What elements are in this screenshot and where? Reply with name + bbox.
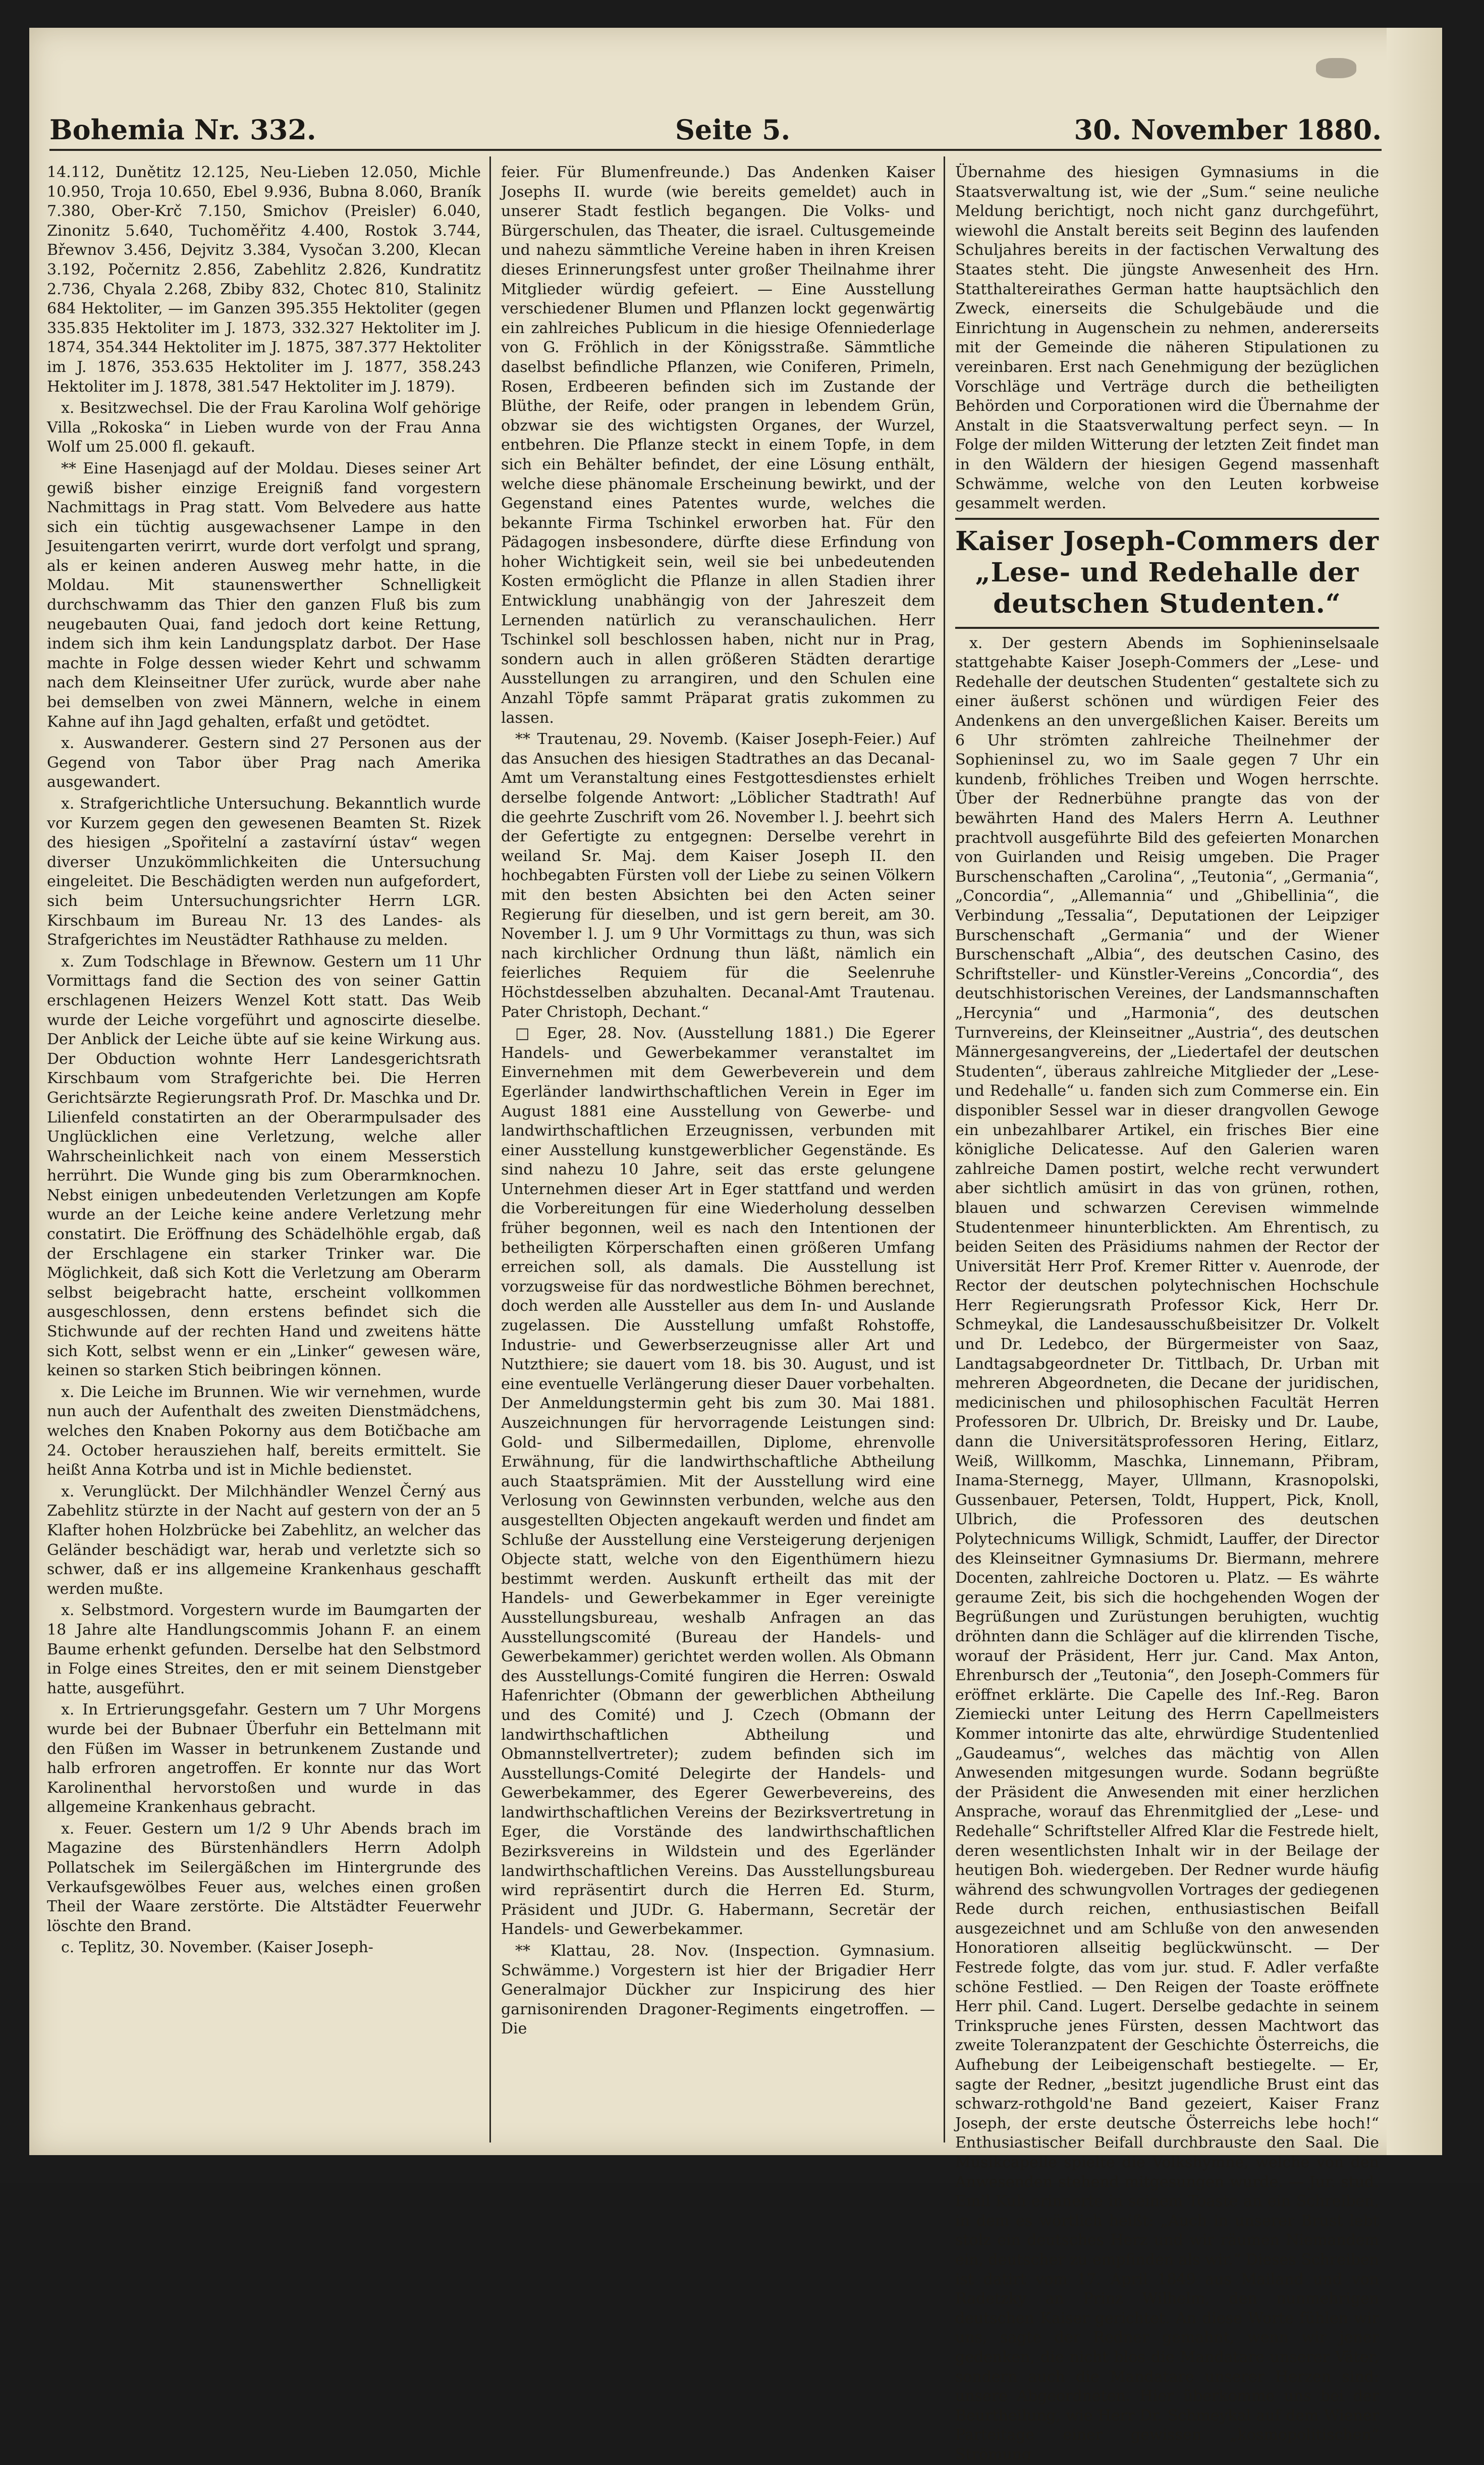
article-paragraph: ** Eine Hasenjagd auf der Moldau. Dieses seiner Art gewiß bisher einzige Ereigniß fand vorgestern Nachmittags in Prag statt. Vom Belvedere aus hatte sich ein tüchtig ausgewachsener Lampe in den Jesuitengarten verirrt, wurde dort verfolgt und sprang, als er keinen anderen Ausweg mehr hatte, in die Moldau. Mit staunenswerther Schnelligkeit durchschwamm das Thier den ganzen Fluß bis zum neugebauten Quai, fand jedoch dort keine Rettung, indem sich ihm kein Landungsplatz darbot. Der Hase machte in Folge dessen wieder Kehrt und schwamm nach dem Kleinseitner Ufer zurück, wurde aber nahe bei demselben von zwei Männern, welche in einem Kahne auf ihn Jagd gehalten, erfaßt und getödtet. <box>47 459 481 731</box>
article-paragraph: 14.112, Dunětitz 12.125, Neu-Lieben 12.050, Michle 10.950, Troja 10.650, Ebel 9.936, Bubna 8.060, Braník 7.380, Ober-Krč 7.150, Smichov (Preisler) 6.040, Zinonitz 5.640, Tuchoměřitz 4.400, Rostok 3.744, Břewnov 3.456, Dejvitz 3.384, Vysočan 3.200, Klecan 3.192, Počernitz 2.856, Zabehlitz 2.826, Kundratitz 2.736, Chyala 2.268, Zbiby 832, Chotec 810, Stalinitz 684 Hektoliter, — im Ganzen 395.355 Hektoliter (gegen 335.835 Hektoliter im J. 1873, 332.327 Hektoliter im J. 1874, 354.344 Hektoliter im J. 1875, 387.377 Hektoliter im J. 1876, 353.635 Hektoliter im J. 1877, 358.243 Hektoliter im J. 1878, 381.547 Hektoliter im J. 1879). <box>47 164 481 396</box>
article-paragraph: x. Die Leiche im Brunnen. Wie wir vernehmen, wurde nun auch der Aufenthalt des zweiten Dienstmädchens, welches den Knaben Pokorny aus dem Botičbache am 24. October herausziehen half, bereits ermittelt. Sie heißt Anna Kotrba und ist in Michle bedienstet. <box>47 1383 481 1479</box>
column-rule-2 <box>944 156 945 2142</box>
article-paragraph: x. Besitzwechsel. Die der Frau Karolina Wolf gehörige Villa „Rokoska“ in Lieben wurde von der Frau Anna Wolf um 25.000 fl. gekauft. <box>47 399 481 456</box>
article-paragraph: feier. Für Blumenfreunde.) Das Andenken Kaiser Josephs II. wurde (wie bereits gemeldet) auch in unserer Stadt festlich begangen. Die Volks- und Bürgerschulen, das Theater, die israel. Cultusgemeinde und nahezu sämmtliche Vereine haben in ihren Kreisen dieses Erinnerungsfest unter großer Theilnahme ihrer Mitglieder würdig gefeiert. — Eine Ausstellung verschiedener Blumen und Pflanzen lockt gegenwärtig ein zahlreiches Publicum in die hiesige Ofenniederlage von G. Fröhlich in der Königsstraße. Sämmtliche daselbst befindliche Pflanzen, wie Coniferen, Primeln, Rosen, Erdbeeren befinden sich im Zustande der Blüthe, der Reife, oder prangen in lebendem Grün, obzwar sie des wichtigsten Organes, der Wurzel, entbehren. Die Pflanze steckt in einem Topfe, in dem sich ein Behälter befindet, der eine Lösung enthält, welche diese phänomale Erscheinung bewirkt, und der Gegenstand eines Patentes wurde, welches die bekannte Firma Tschinkel erworben hat. Für den Pädagogen insbesondere, dürfte diese Erfindung von hoher Wichtigkeit sein, weil sie bei unbedeutenden Kosten ermöglicht die Pflanze in allen Stadien ihrer Entwicklung unabhängig von der Jahreszeit dem Lernenden natürlich zu veranschaulichen. Herr Tschinkel soll beschlossen haben, nicht nur in Prag, sondern auch in allen größeren Städten derartige Ausstellungen zu arrangiren, und den Schulen eine Anzahl Töpfe sammt Präparat gratis zukommen zu lassen. <box>501 164 935 727</box>
page-edge <box>1387 28 1442 2155</box>
article-paragraph: x. Zum Todschlage in Břewnow. Gestern um 11 Uhr Vormittags fand die Section des von seiner Gattin erschlagenen Heizers Wenzel Kott statt. Das Weib wurde der Leiche vorgeführt und agnoscirte dieselbe. Der Anblick der Leiche übte auf sie keine Wirkung aus. Der Obduction wohnte Herr Landesgerichtsrath Kirschbaum vom Strafgerichte bei. Die Herren Gerichtsärzte Regierungsrath Prof. Dr. Maschka und Dr. Lilienfeld constatirten an der Oberarmpulsader des Unglücklichen eine Verletzung, welche aller Wahrscheinlichkeit nach von einem Messerstich herrührt. Die Wunde ging bis zum Oberarmknochen. Nebst einigen unbedeutenden Verletzungen am Kopfe wurde an der Leiche keine andere Verletzung mehr constatirt. Die Eröffnung des Schädelhöhle ergab, daß der Erschlagene ein starker Trinker war. Die Möglichkeit, daß sich Kott die Verletzung am Oberarm selbst beigebracht hatte, erscheint vollkommen ausgeschlossen, denn erstens befindet sich die Stichwunde auf der rechten Hand und zweitens hätte sich Kott, selbst wenn er ein „Linker“ gewesen wäre, keinen so starken Stich beibringen können. <box>47 952 481 1380</box>
header-page-number: Seite 5. <box>675 114 791 146</box>
page-header <box>49 93 1382 151</box>
article-paragraph: x. Der gestern Abends im Sophieninselsaale stattgehabte Kaiser Joseph-Commers der „Lese- und Redehalle der deutschen Studenten“ gestaltete sich zu einer äußerst schönen und würdigen Feier des Andenkens an den unvergeßlichen Kaiser. Bereits um 6 Uhr strömten zahlreiche Theilnehmer der Sophieninsel zu, wo im Saale gegen 7 Uhr ein kundenb, fröhliches Treiben und Wogen herrschte. Über der Rednerbühne prangte das von der bewährten Hand des Malers Herrn A. Leuthner prachtvoll ausgeführte Bild des gefeierten Monarchen von Guirlanden und Reisig umgeben. Die Prager Burschenschaften „Carolina“, „Teutonia“, „Germania“, „Concordia“, „Allemannia“ und „Ghibellinia“, die Verbindung „Tessalia“, Deputationen der Leipziger Burschenschaft „Germania“ und der Wiener Burschenschaft „Albia“, des deutschen Casino, des Schriftsteller- und Künstler-Vereins „Concordia“, des deutschhistorischen Vereines, der Landsmannschaften „Hercynia“ und „Harmonia“, des deutschen Turnvereins, der Kleinseitner „Austria“, des deutschen Männergesangvereins, der „Liedertafel der deutschen Studenten“, überaus zahlreiche Mitglieder der „Lese- und Redehalle“ u. fanden sich zum Commerse ein. Ein disponibler Sessel war in dieser drangvollen Gewoge ein unbezahlbarer Artikel, ein frisches Bier eine königliche Delicatesse. Auf den Galerien waren zahlreiche Damen postirt, welche recht verwundert aber sichtlich amüsirt in das von grünen, rothen, blauen und schwarzen Cerevisen wimmelnde Studentenmeer hinunterblickten. Am Ehrentisch, zu beiden Seiten des Präsidiums nahmen der Rector der Universität Herr Prof. Kremer Ritter v. Auenrode, der Rector der deutschen polytechnischen Hochschule Herr Regierungsrath Professor Kick, Herr Dr. Schmeykal, die Landesausschußbeisitzer Dr. Volkelt und Dr. Ledebco, der Bürgermeister von Saaz, Landtagsabgeordneter Dr. Tittlbach, Dr. Urban mit mehreren Abgeordneten, die Decane der juridischen, medicinischen und philosophischen Facultät Herren Professoren Dr. Ulbrich, Dr. Breisky und Dr. Laube, dann die Universitätsprofessoren Hering, Eitlarz, Weiß, Willkomm, Maschka, Linnemann, Přibram, Inama-Sternegg, Mayer, Ullmann, Krasnopolski, Gussenbauer, Petersen, Toldt, Huppert, Pick, Knoll, Ulbrich, die Professoren des deutschen Polytechnicums Willigk, Schmidt, Lauffer, der Director des Kleinseitner Gymnasiums Dr. Biermann, mehrere Docenten, zahlreiche Doctoren u. Platz. — Es währte geraume Zeit, bis sich die hochgehenden Wogen der Begrüßungen und Zurüstungen beruhigten, wuchtig dröhnten dann die Schläger auf die klirrenden Tische, worauf der Präsident, Herr jur. Cand. Max Anton, Ehrenbursch der „Teutonia“, den Joseph-Commers für eröffnet erklärte. Die Capelle des Inf.-Reg. Baron Ziemiecki unter Leitung des Herrn Capellmeisters Kommer intonirte das alte, ehrwürdige Studentenlied „Gaudeamus“, welches das mächtig von Allen Anwesenden mitgesungen wurde. Sodann begrüßte der Präsident die Anwesenden mit einer herzlichen Ansprache, worauf das Ehrenmitglied der „Lese- und Redehalle“ Schriftsteller Alfred Klar die Festrede hielt, deren wesentlichsten Inhalt wir in der Beilage der heutigen Boh. wiedergeben. Der Redner wurde häufig während des schwungvollen Vortrages der gediegenen Rede durch reichen, enthusiastischen Beifall ausgezeichnet und am Schluße von den anwesenden Honoratioren allseitig beglückwünscht. — Der Festrede folgte, das vom jur. stud. F. Adler verfaßte schöne Festlied. — Den Reigen der Toaste eröffnete Herr phil. Cand. Lugert. Derselbe gedachte in seinem Trinkspruche jenes Fürsten, dessen Machtwort das zweite Toleranzpatent der Geschichte Österreichs, die Aufhebung der Leibeigenschaft bestiegelte. — Er, sagte der Redner, „besitzt jugendliche Brust eint das schwarz-rothgold'ne Band gezeiert, Kaiser Franz Joseph, der erste deutsche Österreichs lebe hoch!“ Enthusiastischer Beifall durchbrauste den Saal. Die Musikcapelle spielte die Volkshymne, welche von den Anwesenden stehend mitgesungen wurde. — Jur. stud. Emil Kuh erinnerte in seinem Toaste an ein Schreiben, in dem es wörtlich heißt: „Auch in unserer Brust lebt stolz ein deutsches Herz und wir räumen Niemandem ein, deutscher zu empfinden als wir.“ Dieses Schreiben ist datirt vom 17. April 1849 aus Mailand und von Radetzky an Prinz Wilhelm, den nunmehrigen deutschen Kaiser gerichtet. An diese Worte fühlen wir uns, sagte der Redner gemahnt, wenn wir jener gedenken, die nicht blos die Mandatare unserer Väter, sondern auch die Mandatare unserer Herzen sind: unsere Abgeordneten. Hier überkomme uns bei der Beurtheilung, wie Herr Dr. Schmeykal auf dem Wiener Parteitage einer gewissen „kosmopolitischen“ Strömung <box>955 634 1379 2463</box>
column-rule-1 <box>489 156 491 2142</box>
section-rule-top <box>955 518 1379 520</box>
article-paragraph: x. Auswanderer. Gestern sind 27 Personen aus der Gegend von Tabor über Prag nach Amerika ausgewandert. <box>47 734 481 791</box>
article-paragraph: c. Teplitz, 30. November. (Kaiser Joseph- <box>61 1939 373 1957</box>
newspaper-page <box>29 28 1442 2463</box>
article-paragraph: x. Verunglückt. Der Milchhändler Wenzel Černý aus Zabehlitz stürzte in der Nacht auf gestern von der an 5 Klafter hohen Holzbrücke bei Zabehlitz, an welcher das Geländer beschädigt war, herab und verletzte sich so schwer, daß er ins allgemeine Krankenhaus geschafft werden mußte. <box>47 1482 481 1598</box>
column-middle <box>501 163 935 2142</box>
header-publication: Bohemia Nr. 332. <box>49 114 316 146</box>
article-paragraph: □ Eger, 28. Nov. (Ausstellung 1881.) Die Egerer Handels- und Gewerbekammer veranstaltet im Einvernehmen mit dem Gewerbeverein und dem Egerländer landwirthschaftlichen Verein in Eger im August 1881 eine Ausstellung von Gewerbe- und landwirthschaftlichen Erzeugnissen, verbunden mit einer Ausstellung kunstgewerblicher Gegenstände. Es sind nahezu 10 Jahre, seit das erste gelungene Unternehmen dieser Art in Eger stattfand und werden die Vorbereitungen für eine Wiederholung desselben früher begonnen, weil es nach den Intentionen der betheiligten Körperschaften einen größeren Umfang erreichen soll, als damals. Die Ausstellung ist vorzugsweise für das nordwestliche Böhmen berechnet, doch werden alle Aussteller aus dem In- und Auslande zugelassen. Die Ausstellung umfaßt Rohstoffe, Industrie- und Gewerbserzeugnisse aller Art und Nutzthiere; sie dauert vom 18. bis 30. August, und ist eine eventuelle Verlängerung dieser Dauer vorbehalten. Der Anmeldungstermin geht bis zum 30. Mai 1881. Auszeichnungen für hervorragende Leistungen sind: Gold- und Silbermedaillen, Diplome, ehrenvolle Erwähnung, für die landwirthschaftliche Abtheilung auch Staatsprämien. Mit der Ausstellung wird eine Verlosung von Gewinnsten verbunden, welche aus den ausgestellten Objecten angekauft werden und findet am Schluße der Ausstellung eine Versteigerung derjenigen Objecte statt, welche von den Eigenthümern hiezu bestimmt werden. Auskunft ertheilt das mit der Handels- und Gewerbekammer in Eger vereinigte Ausstellungsbureau, weshalb Anfragen an das Ausstellungscomité (Bureau der Handels- und Gewerbekammer) gerichtet werden wollen. Als Obmann des Ausstellungs-Comité fungiren die Herren: Oswald Hafenrichter (Obmann der gewerblichen Abtheilung und des Comité) und J. Czech (Obmann der landwirthschaftlichen Abtheilung und Obmannstellvertreter); zudem befinden sich im Ausstellungs-Comité Delegirte der Handels- und Gewerbekammer, des Egerer Gewerbevereins, des landwirthschaftlichen Vereins der Bezirksvertretung in Eger, die Vorstände des landwirthschaftlichen Bezirksvereins in Wildstein und des Egerländer landwirthschaftlichen Vereins. Das Ausstellungsbureau wird repräsentirt durch die Herren Ed. Sturm, Präsident und JUDr. G. Habermann, Secretär der Handels- und Gewerbekammer. <box>501 1025 935 1939</box>
column-right <box>955 163 1379 2463</box>
article-paragraph: ** Trautenau, 29. Novemb. (Kaiser Joseph-Feier.) Auf das Ansuchen des hiesigen Stadtrathes an das Decanal-Amt um Veranstaltung eines Festgottesdienstes erhielt derselbe folgende Antwort: „Löblicher Stadtrath! Auf die geehrte Zuschrift vom 26. November l. J. beehrt sich der Gefertigte zu entgegnen: Derselbe verehrt in weiland Sr. Maj. dem Kaiser Joseph II. den hochbegabten Fürsten voll der Liebe zu seinen Völkern mit den besten Absichten bei den Acten seiner Regierung für dieselben, und ist gern bereit, am 30. November l. J. um 9 Uhr Vormittags zu thun, was sich nach kirchlicher Ordnung thun läßt, nämlich ein feierliches Requiem für die Seelenruhe Höchstdesselben abzuhalten. Decanal-Amt Trautenau. Pater Christoph, Dechant.“ <box>501 730 935 1021</box>
article-paragraph: x. Selbstmord. Vorgestern wurde im Baumgarten der 18 Jahre alte Handlungscommis Johann F. an einem Baume erhenkt gefunden. Derselbe hat den Selbstmord in Folge eines Streites, den er mit seinem Dienstgeber hatte, ausgeführt. <box>47 1601 481 1697</box>
article-paragraph: x. In Ertrierungsgefahr. Gestern um 7 Uhr Morgens wurde bei der Bubnaer Überfuhr ein Bettelmann mit den Füßen im Wasser in betrunkenem Zustande und halb erfroren angetroffen. Er konnte nur das Wort Karolinenthal hervorstoßen und wurde in das allgemeine Krankenhaus gebracht. <box>47 1701 481 1816</box>
column-left <box>47 163 481 2142</box>
section-title: Kaiser Joseph-Commers der „Lese- und Redehalle der deutschen Studenten.“ <box>955 525 1379 619</box>
section-rule-bottom <box>955 627 1379 629</box>
article-paragraph: Übernahme des hiesigen Gymnasiums in die Staatsverwaltung ist, wie der „Sum.“ seine neuliche Meldung berichtigt, noch nicht ganz durchgeführt, wiewohl die Anstalt bereits seit Beginn des laufenden Schuljahres bereits in der factischen Verwaltung des Staates steht. Die jüngste Anwesenheit des Hrn. Statthaltereirathes German hatte hauptsächlich den Zweck, einerseits die Schulgebäude und die Einrichtung in Augenschein zu nehmen, andererseits mit der Gemeinde die näheren Stipulationen zu vereinbaren. Erst nach Genehmigung der bezüglichen Vorschläge und Verträge durch die betheiligten Behörden und Corporationen wird die Übernahme der Anstalt in die Staatsverwaltung perfect seyn. — In Folge der milden Witterung der letzten Zeit findet man in den Wäldern der hiesigen Gegend massenhaft Schwämme, welche von den Leuten korbweise gesammelt werden. <box>955 164 1379 513</box>
ink-stain <box>1316 58 1356 78</box>
article-paragraph: ** Klattau, 28. Nov. (Inspection. Gymnasium. Schwämme.) Vorgestern ist hier der Brigadier Herr Generalmajor Dückher zur Inspicirung des hier garnisonirenden Dragoner-Regiments eingetroffen. — Die <box>501 1942 935 2038</box>
header-date: 30. November 1880. <box>1074 114 1382 146</box>
article-paragraph: x. Feuer. Gestern um 1/2 9 Uhr Abends brach im Magazine des Bürstenhändlers Herrn Adolph Pollatschek im Seilergäßchen im Hintergrunde des Verkaufsgewölbes Feuer aus, welches einen großen Theil der Waare zerstörte. Die Altstädter Feuerwehr löschte den Brand. <box>47 1819 481 1935</box>
article-paragraph: x. Strafgerichtliche Untersuchung. Bekanntlich wurde vor Kurzem gegen den gewesenen Beamten St. Rizek des hiesigen „Spořitelní a zastavírní ústav“ wegen diverser Unzukömmlichkeiten die Untersuchung eingeleitet. Die Beschädigten werden nun aufgefordert, sich beim Untersuchungsrichter Herrn LGR. Kirschbaum im Bureau Nr. 13 des Landes- als Strafgerichtes im Neustädter Rathhause zu melden. <box>47 795 481 949</box>
